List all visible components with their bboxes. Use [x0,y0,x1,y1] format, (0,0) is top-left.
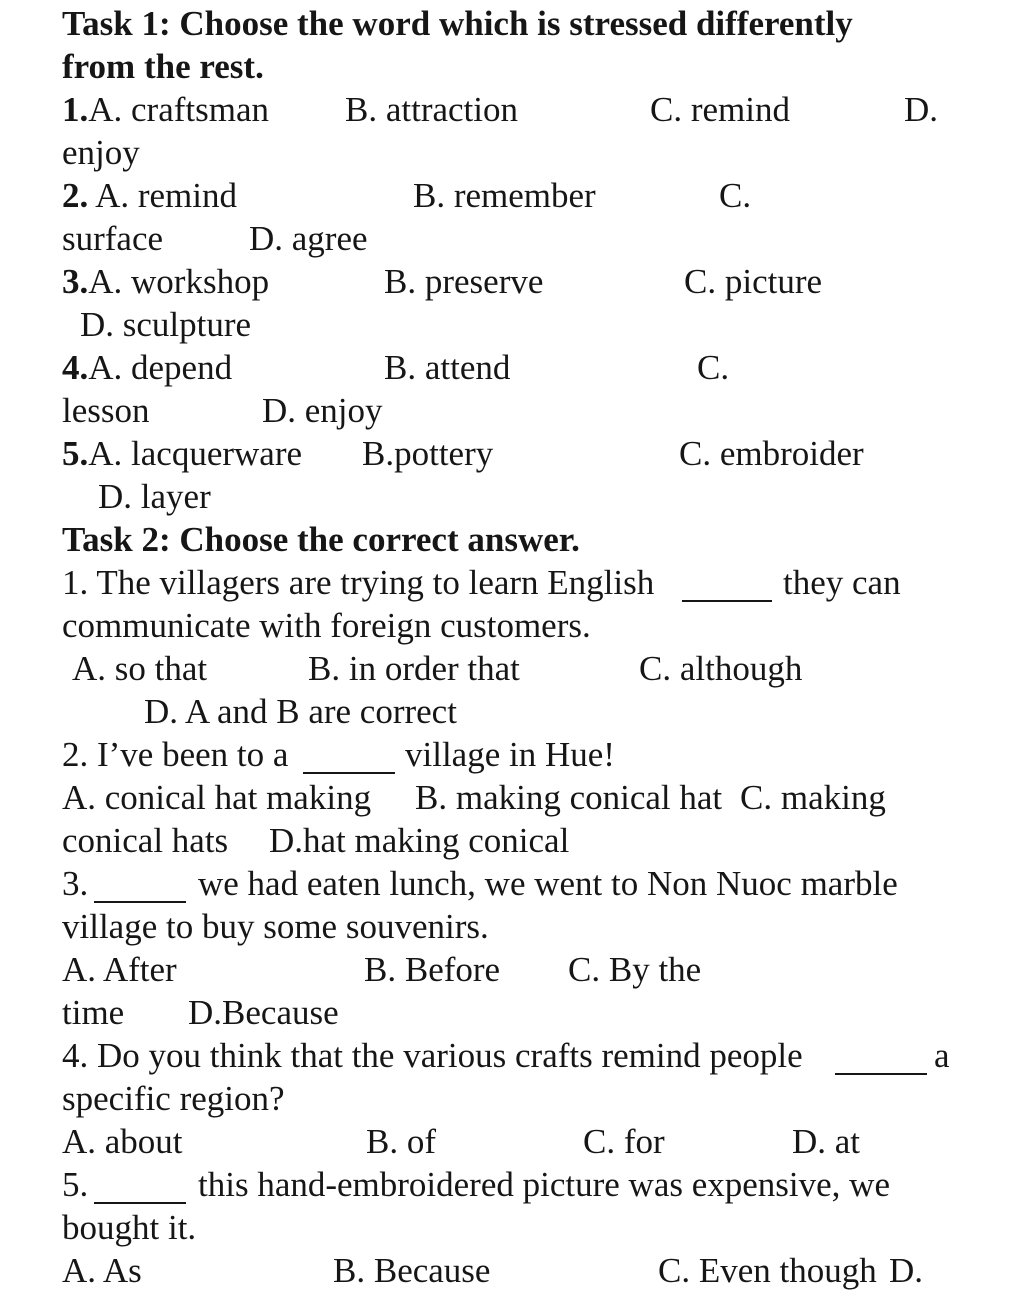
task1-title: Task 1: Choose the word which is stressed differently [62,4,853,43]
task2-q3-blank [94,871,186,903]
task2-q3-option-c-cont: time [62,993,125,1032]
task1-q1-option-c: C. remind [650,90,790,129]
task2-q1-text-line2: communicate with foreign customers. [62,606,591,645]
task2-q4-option-d: D. at [792,1122,861,1161]
task2-q3-option-c: C. By the [568,950,702,989]
task1-q3-option-c: C. picture [684,262,823,301]
task1-q2-option-c-label: C. [719,176,752,215]
task2-q4-text-before: 4. Do you think that the various crafts remind people [62,1036,803,1075]
task1-q2-number: 2. [62,176,89,215]
task2-q2-blank [303,742,395,774]
task1-q1-a [62,88,269,131]
task1-q3-a [62,260,269,303]
task2-q4-blank [835,1043,927,1075]
task1-q5-option-a: A. lacquerware [88,434,303,473]
task2-q2-text-before: 2. I’ve been to a [62,735,289,774]
task2-q1-blank [682,570,772,602]
task2-q5-option-a: A. As [62,1251,142,1290]
task1-q1-option-d-label: D. [904,90,939,129]
task2-q4-text-line2: specific region? [62,1079,285,1118]
task2-q1-option-b: B. in order that [308,649,520,688]
task1-q3-number: 3. [62,262,89,301]
task1-q2-option-d: D. agree [249,219,368,258]
task2-q1-text-before: 1. The villagers are trying to learn English [62,563,655,602]
task1-q2-option-b: B. remember [413,176,596,215]
task1-q3-option-b: B. preserve [384,262,544,301]
task2-q5-text-after: this hand-embroidered picture was expensive, we [198,1165,890,1204]
task2-q1-text-after: they can [783,563,901,602]
task2-q1-option-c: C. although [639,649,803,688]
task2-q3-option-b: B. Before [364,950,501,989]
task2-q3-option-d: D.Because [188,993,339,1032]
task2-q5-number: 5. [62,1165,89,1204]
task2-q2-option-a: A. conical hat making [62,778,372,817]
task1-q5-number: 5. [62,434,89,473]
task2-q2-option-c: C. making [740,778,886,817]
task2-title: Task 2: Choose the correct answer. [62,520,580,559]
task1-q3-option-d: D. sculpture [80,305,252,344]
task1-q1-option-b: B. attraction [345,90,519,129]
task1-q3-option-a: A. workshop [88,262,270,301]
task1-q5-option-d: D. layer [98,477,211,516]
task2-q1-option-d: D. A and B are correct [144,692,457,731]
task1-q5-option-b: B.pottery [362,434,494,473]
task2-q5-option-b: B. Because [333,1251,491,1290]
task1-q1-number: 1. [62,90,89,129]
task1-q2-option-c-word: surface [62,219,164,258]
task2-q3-text-line2: village to buy some souvenirs. [62,907,489,946]
task2-q2-option-b: B. making conical hat [415,778,723,817]
task1-q4-option-c-word: lesson [62,391,150,430]
task2-q5-option-c: C. Even though [658,1251,877,1290]
task1-q2-a [62,174,237,217]
task2-q1-option-a: A. so that [72,649,208,688]
task1-q1-option-a: A. craftsman [88,90,270,129]
task2-q3-option-a: A. After [62,950,177,989]
task1-q4-option-d: D. enjoy [262,391,383,430]
task2-q4-option-c: C. for [583,1122,665,1161]
task2-q4-text-after: a [934,1036,950,1075]
task1-q5-a [62,432,302,475]
task1-title-cont: from the rest. [62,47,264,86]
task1-q4-option-c-label: C. [697,348,730,387]
task1-q5-option-c: C. embroider [679,434,864,473]
task1-q4-option-a: A. depend [88,348,233,387]
task2-q2-option-c-cont: conical hats [62,821,229,860]
task1-q1-option-d-word: enjoy [62,133,140,172]
task2-q4-option-a: A. about [62,1122,183,1161]
task1-q4-option-b: B. attend [384,348,511,387]
task2-q2-option-d: D.hat making conical [269,821,570,860]
task2-q3-text-after: we had eaten lunch, we went to Non Nuoc marble [198,864,898,903]
task2-q5-blank [94,1172,186,1204]
task2-q5-option-d: D. [889,1251,924,1290]
task1-q4-a [62,346,232,389]
task2-q2-text-after: village in Hue! [405,735,615,774]
task1-q4-number: 4. [62,348,89,387]
task2-q4-option-b: B. of [366,1122,436,1161]
task2-q3-number: 3. [62,864,89,903]
task2-q5-text-line2: bought it. [62,1208,197,1247]
task1-q2-option-a: A. remind [88,176,237,215]
